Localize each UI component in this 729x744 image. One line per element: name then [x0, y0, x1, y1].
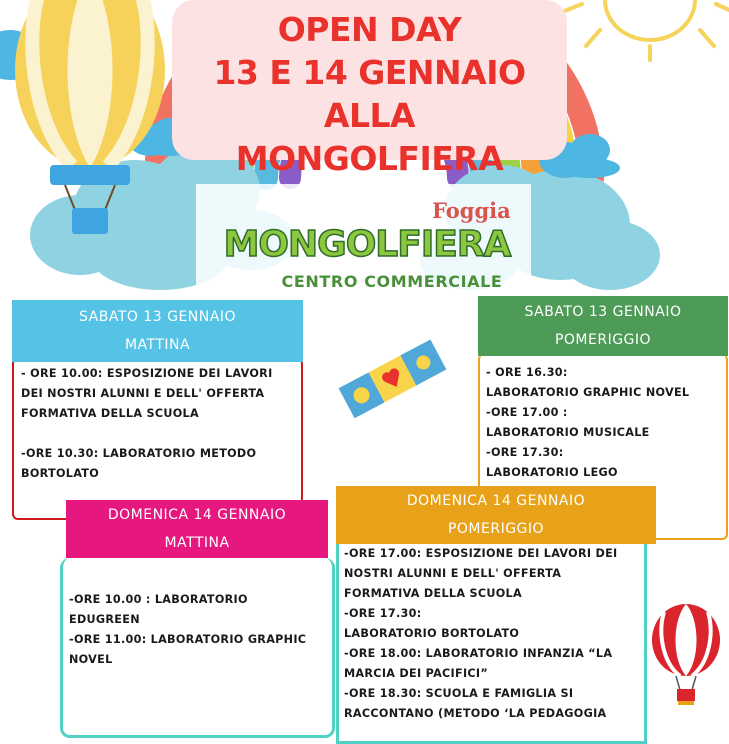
sun-morning-day: DOMENICA 14 GENNAIO [107, 507, 287, 523]
title-line-2: 13 E 14 GENNAIO ALLA [213, 53, 526, 135]
sun-morning-header [66, 500, 328, 558]
sat-morning-period: MATTINA [124, 337, 191, 353]
page-title [172, 8, 567, 180]
title-line-1: OPEN DAY [277, 10, 462, 49]
logo-city: Foggia [432, 198, 511, 223]
sat-afternoon-schedule: - ORE 16.30: LABORATORIO GRAPHIC NOVEL -ORE 17.00 : LABORATORIO MUSICALE -ORE 17.30: LABORATORIO LEGO [486, 366, 690, 479]
sat-afternoon-day: SABATO 13 GENNAIO [524, 304, 682, 320]
logo-name: MONGOLFIERA [223, 224, 511, 265]
sat-afternoon-header [478, 296, 728, 356]
sat-afternoon-period: POMERIGGIO [554, 332, 652, 348]
sat-morning-header [12, 300, 303, 362]
sun-afternoon-schedule: -ORE 17.00: ESPOSIZIONE DEI LAVORI DEI NOSTRI ALUNNI E DELL' OFFERTA FORMATIVA DELLA SCUOLA -ORE 17.30: LABORATORIO BORTOLATO -ORE 18.00: LABORATORIO INFANZIA “LA MARCIA DEI PACIFICI” -ORE 18.30: SCUOLA E FAMIGLIA SI RACCONTANO (METODO ‘LA PEDAGOGIA [344, 547, 618, 720]
hot-air-balloon-red-icon [652, 604, 720, 705]
sat-morning-day: SABATO 13 GENNAIO [79, 309, 236, 325]
sun-afternoon-period: POMERIGGIO [447, 521, 545, 537]
sun-morning-schedule: -ORE 10.00 : LABORATORIO EDUGREEN -ORE 11.00: LABORATORIO GRAPHIC NOVEL [69, 593, 307, 666]
sun-icon [562, 0, 729, 60]
sun-afternoon-header [336, 486, 656, 544]
puzzle-icon [339, 339, 447, 418]
title-line-3: MONGOLFIERA [235, 139, 504, 178]
sun-afternoon-day: DOMENICA 14 GENNAIO [406, 493, 586, 509]
sun-morning-period: MATTINA [164, 535, 230, 551]
sat-morning-schedule: - ORE 10.00: ESPOSIZIONE DEI LAVORI DEI NOSTRI ALUNNI E DELL' OFFERTA FORMATIVA DELLA SCUOLA -ORE 10.30: LABORATORIO METODO BORTOLATO [21, 367, 273, 480]
sun-morning-panel [60, 558, 335, 738]
logo-subtitle: CENTRO COMMERCIALE [281, 272, 503, 291]
sun-afternoon-panel [336, 544, 647, 744]
sat-morning-panel [12, 358, 303, 520]
